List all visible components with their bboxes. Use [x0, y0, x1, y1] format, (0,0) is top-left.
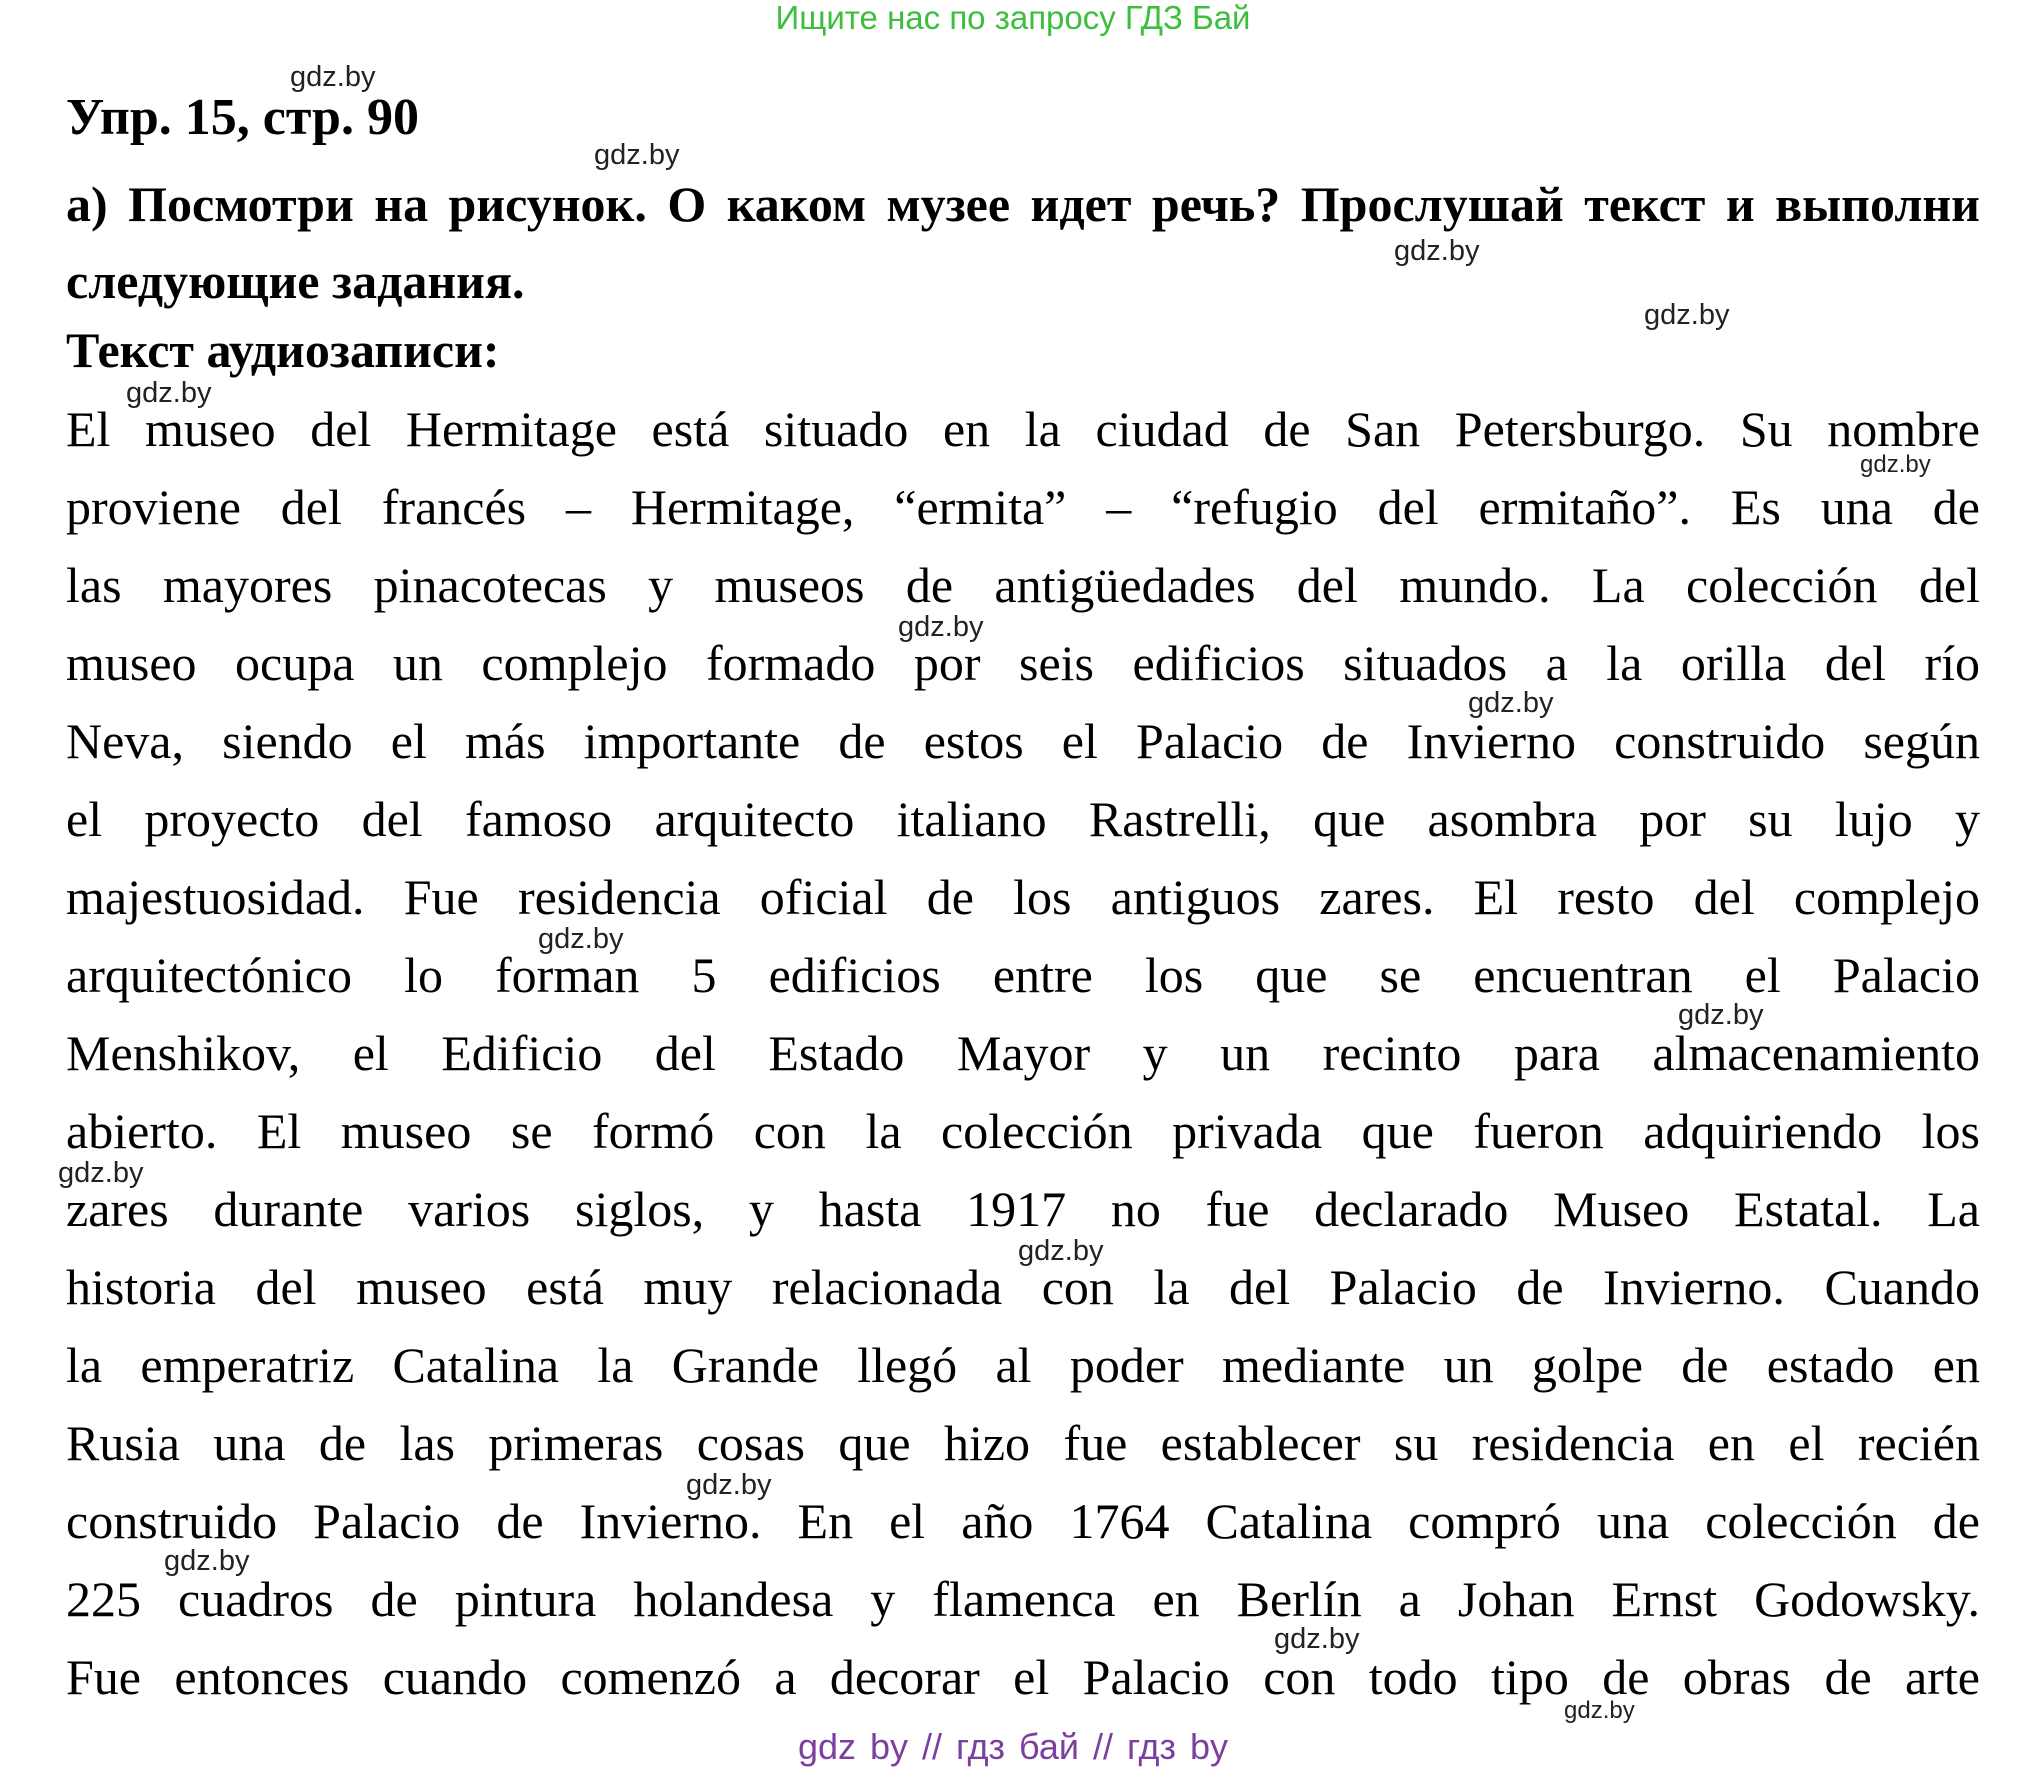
transcript-line: construido Palacio de Invierno. En el año 1764 Catalina compró una colección de: [66, 1493, 1980, 1549]
transcript-line: majestuosidad. Fue residencia oficial de los antiguos zares. El resto del complejo: [66, 869, 1980, 925]
exercise-heading: Упр. 15, стр. 90: [66, 89, 419, 146]
watermark: gdz.by: [1678, 999, 1764, 1031]
transcript-line: arquitectónico lo forman 5 edificios entre los que se encuentran el Palacio: [66, 947, 1980, 1003]
watermark: gdz.by: [898, 611, 984, 643]
audio-transcript: [66, 390, 1980, 1716]
transcript-line: las mayores pinacotecas y museos de antigüedades del mundo. La colección del: [66, 557, 1980, 613]
transcript-line: la emperatriz Catalina la Grande llegó al poder mediante un golpe de estado en: [66, 1337, 1980, 1393]
watermark: gdz.by: [1018, 1235, 1104, 1267]
watermark: gdz.by: [58, 1157, 144, 1189]
watermark: gdz.by: [1860, 451, 1931, 478]
watermark: gdz.by: [1644, 299, 1730, 331]
transcript-line: Menshikov, el Edificio del Estado Mayor y un recinto para almacenamiento: [66, 1025, 1980, 1081]
section-label: Текст аудиозаписи:: [66, 322, 500, 378]
watermark: gdz.by: [1274, 1623, 1360, 1655]
watermark: gdz.by: [290, 61, 376, 93]
watermark: gdz.by: [594, 139, 680, 171]
watermark: gdz.by: [164, 1545, 250, 1577]
footer-links: gdz by // гдз бай // гдз by: [797, 1726, 1229, 1767]
watermark: gdz.by: [538, 923, 624, 955]
watermark: gdz.by: [1468, 687, 1554, 719]
watermark: gdz.by: [126, 377, 212, 409]
transcript-line: proviene del francés – Hermitage, “ermita” – “refugio del ermitaño”. Es una de: [66, 479, 1980, 535]
top-banner: Ищите нас по запросу ГДЗ Бай: [775, 0, 1251, 36]
transcript-line: zares durante varios siglos, y hasta 1917 no fue declarado Museo Estatal. La: [66, 1181, 1980, 1237]
transcript-line: Neva, siendo el más importante de estos el Palacio de Invierno construido según: [66, 713, 1980, 769]
transcript-line: El museo del Hermitage está situado en la ciudad de San Petersburgo. Su nombre: [66, 401, 1980, 457]
watermark: gdz.by: [1394, 235, 1480, 267]
transcript-line: abierto. El museo se formó con la colección privada que fueron adquiriendo los: [66, 1103, 1980, 1159]
transcript-line: Fue entonces cuando comenzó a decorar el Palacio con todo tipo de obras de arte: [66, 1649, 1980, 1705]
task-instruction: а) Посмотри на рисунок. О каком музее идет речь? Прослушай текст и выполни следующие задания.: [66, 176, 1980, 309]
watermark: gdz.by: [1564, 1697, 1635, 1724]
watermark: gdz.by: [686, 1469, 772, 1501]
transcript-line: Rusia una de las primeras cosas que hizo fue establecer su residencia en el recién: [66, 1415, 1980, 1471]
transcript-line: museo ocupa un complejo formado por seis edificios situados a la orilla del río: [66, 635, 1980, 691]
transcript-line: 225 cuadros de pintura holandesa y flamenca en Berlín a Johan Ernst Godowsky.: [66, 1571, 1980, 1627]
transcript-line: historia del museo está muy relacionada con la del Palacio de Invierno. Cuando: [66, 1259, 1980, 1315]
transcript-line: el proyecto del famoso arquitecto italiano Rastrelli, que asombra por su lujo y: [66, 791, 1980, 847]
